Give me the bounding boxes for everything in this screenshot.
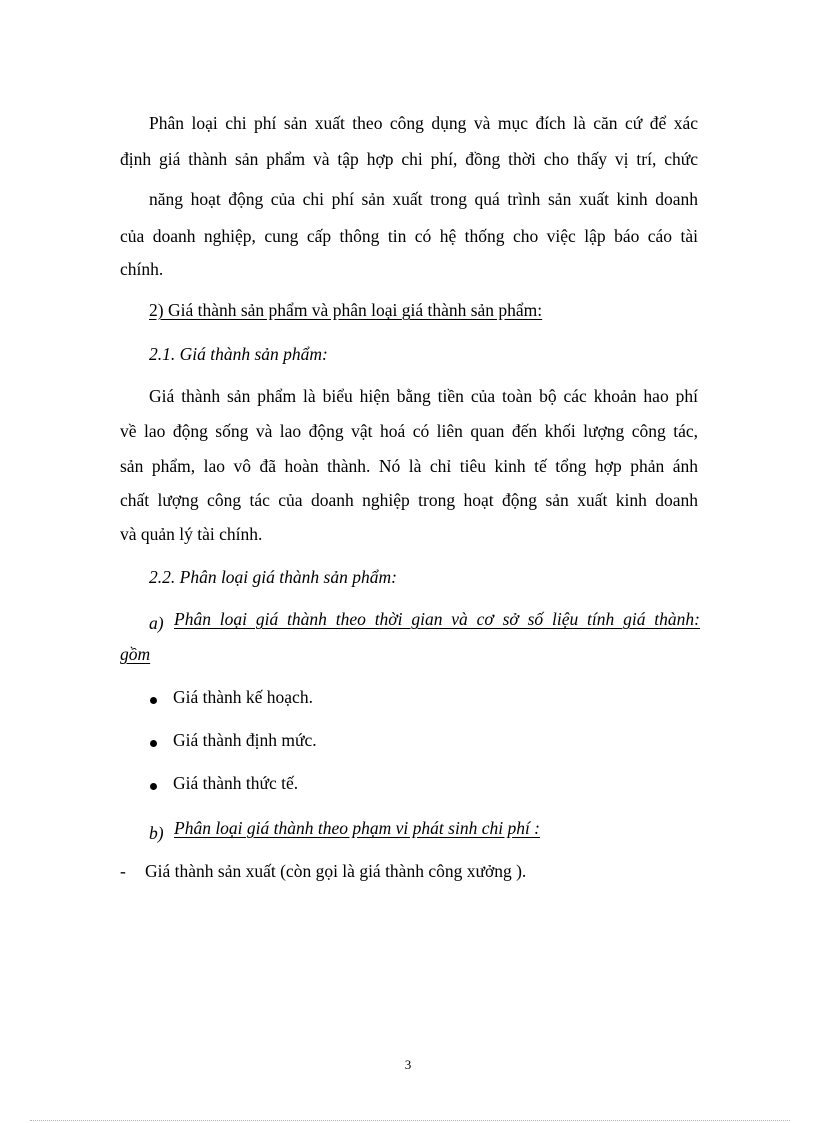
paragraph-1-line-3: năng hoạt động của chi phí sản xuất trong quá trình sản xuất kinh doanh [149, 189, 698, 209]
paragraph-1-line-5: chính. [120, 259, 164, 279]
paragraph-1-line-1: Phân loại chi phí sản xuất theo công dụng và mục đích là căn cứ để xác [149, 113, 698, 133]
section-2-heading: 2) Giá thành sản phẩm và phân loại giá thành sản phẩm: [149, 300, 543, 320]
subsection-2-2-heading: 2.2. Phân loại giá thành sản phẩm: [149, 567, 397, 587]
item-b-text: Phân loại giá thành theo phạm vi phát sinh chi phí : [174, 818, 541, 838]
item-a-line-1: Phân loại giá thành theo thời gian và cơ sở số liệu tính giá thành: [174, 609, 700, 629]
paragraph-2-line-3: sản phẩm, lao vô đã hoàn thành. Nó là chỉ tiêu kinh tế tổng hợp phản ánh [120, 456, 698, 476]
paragraph-2-line-1: Giá thành sản phẩm là biểu hiện bằng tiền của toàn bộ các khoản hao phí [149, 386, 698, 406]
paragraph-1-line-2: định giá thành sản phẩm và tập hợp chi phí, đồng thời cho thấy vị trí, chức [120, 149, 698, 169]
subsection-2-1-heading: 2.1. Giá thành sản phẩm: [149, 344, 328, 364]
bullet-item-3: Giá thành thức tế. [173, 773, 299, 793]
bullet-icon [150, 697, 157, 704]
bullet-icon [150, 740, 157, 747]
bullet-icon [150, 783, 157, 790]
paragraph-1-line-4: của doanh nghiệp, cung cấp thông tin có hệ thống cho việc lập báo cáo tài [120, 226, 698, 246]
item-b-marker: b) [149, 823, 164, 843]
page-bottom-divider [30, 1120, 790, 1121]
paragraph-2-line-2: về lao động sống và lao động vật hoá có liên quan đến khối lượng công tác, [120, 421, 698, 441]
dash-item-text: Giá thành sản xuất (còn gọi là giá thành công xưởng ). [145, 861, 527, 881]
page-number: 3 [404, 1057, 412, 1072]
item-a-line-2: gồm [120, 644, 151, 664]
item-a-marker: a) [149, 613, 164, 633]
paragraph-2-line-4: chất lượng công tác của doanh nghiệp trong hoạt động sản xuất kinh doanh [120, 490, 698, 510]
dash-item-marker: - [120, 861, 126, 881]
paragraph-2-line-5: và quản lý tài chính. [120, 524, 263, 544]
bullet-item-2: Giá thành định mức. [173, 730, 317, 750]
bullet-item-1: Giá thành kế hoạch. [173, 687, 313, 707]
